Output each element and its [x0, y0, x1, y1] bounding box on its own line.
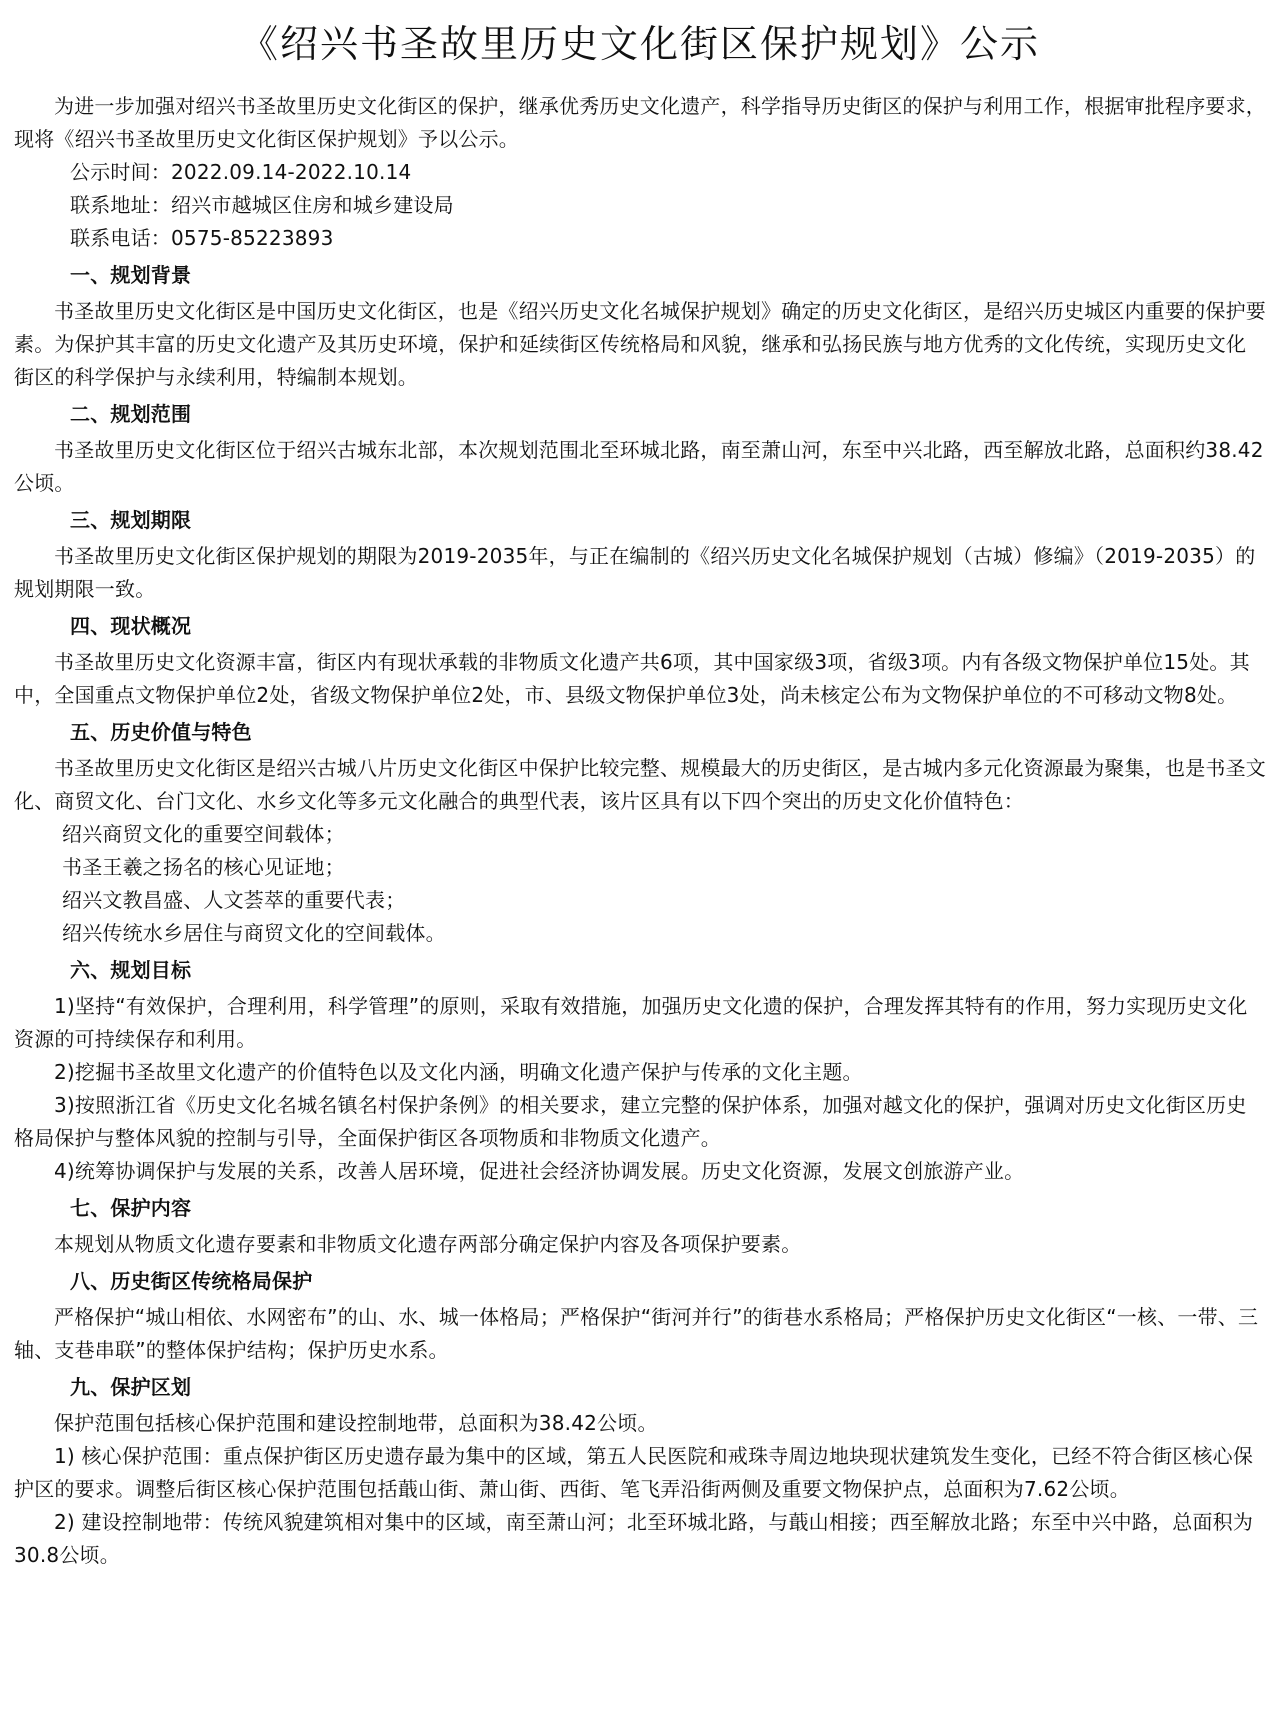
section-heading-background: 一、规划背景 — [70, 263, 192, 287]
section-heading-content: 七、保护内容 — [70, 1196, 192, 1220]
list-item: 绍兴文教昌盛、人文荟萃的重要代表； — [62, 888, 406, 912]
section-paragraph: 2) 建设控制地带：传统风貌建筑相对集中的区域，南至萧山河；北至环城北路，与蕺山相接；西至解放北路；东至中兴中路，总面积为30.8公顷。 — [14, 1510, 1254, 1567]
section-paragraph: 4)统筹协调保护与发展的关系，改善人居环境，促进社会经济协调发展。历史文化资源，发展文创旅游产业。 — [54, 1159, 1025, 1183]
notice-time: 公示时间：2022.09.14-2022.10.14 — [70, 160, 412, 184]
section-paragraph: 书圣故里历史文化街区保护规划的期限为2019-2035年，与正在编制的《绍兴历史文化名城保护规划（古城）修编》（2019-2035）的规划期限一致。 — [14, 544, 1256, 601]
section-paragraph: 书圣故里历史文化资源丰富，街区内有现状承载的非物质文化遗产共6项，其中国家级3项，省级3项。内有各级文物保护单位15处。其中，全国重点文物保护单位2处，省级文物保护单位2处，市、县级文物保护单位3处，尚未核定公布为文物保护单位的不可移动文物8处。 — [14, 650, 1250, 707]
section-heading-value: 五、历史价值与特色 — [70, 720, 252, 744]
list-item: 书圣王羲之扬名的核心见证地； — [62, 855, 345, 879]
section-paragraph: 1)坚持“有效保护，合理利用，科学管理”的原则，采取有效措施，加强历史文化遗的保护，合理发挥其特有的作用，努力实现历史文化资源的可持续保存和利用。 — [14, 994, 1248, 1051]
section-paragraph: 书圣故里历史文化街区是中国历史文化街区，也是《绍兴历史文化名城保护规划》确定的历史文化街区，是绍兴历史城区内重要的保护要素。为保护其丰富的历史文化遗产及其历史环境，保护和延续街区传统格局和风貌，继承和弘扬民族与地方优秀的文化传统，实现历史文化街区的科学保护与永续利用，特编制本规划。 — [14, 299, 1266, 389]
section-heading-period: 三、规划期限 — [70, 508, 192, 532]
section-paragraph: 2)挖掘书圣故里文化遗产的价值特色以及文化内涵，明确文化遗产保护与传承的文化主题。 — [54, 1060, 863, 1084]
section-paragraph: 3)按照浙江省《历史文化名城名镇名村保护条例》的相关要求，建立完整的保护体系，加强对越文化的保护，强调对历史文化街区历史格局保护与整体风貌的控制与引导，全面保护街区各项物质和非物质文化遗产。 — [14, 1093, 1247, 1150]
section-heading-pattern: 八、历史街区传统格局保护 — [70, 1269, 313, 1293]
document-title: 《绍兴书圣故里历史文化街区保护规划》公示 — [239, 22, 1040, 66]
intro-paragraph: 为进一步加强对绍兴书圣故里历史文化街区的保护，继承优秀历史文化遗产，科学指导历史街区的保护与利用工作，根据审批程序要求，现将《绍兴书圣故里历史文化街区保护规划》予以公示。 — [14, 94, 1266, 151]
section-paragraph: 1) 核心保护范围：重点保护街区历史遗存最为集中的区域，第五人民医院和戒珠寺周边地块现状建筑发生变化，已经不符合街区核心保护区的要求。调整后街区核心保护范围包括蕺山街、萧山街、西街、笔飞弄沿街两侧及重要文物保护点，总面积为7.62公顷。 — [14, 1444, 1254, 1501]
list-item: 绍兴商贸文化的重要空间载体； — [62, 822, 345, 846]
section-paragraph: 书圣故里历史文化街区是绍兴古城八片历史文化街区中保护比较完整、规模最大的历史街区，是古城内多元化资源最为聚集，也是书圣文化、商贸文化、台门文化、水乡文化等多元文化融合的典型代表，该片区具有以下四个突出的历史文化价值特色： — [14, 756, 1266, 813]
section-paragraph: 本规划从物质文化遗存要素和非物质文化遗存两部分确定保护内容及各项保护要素。 — [54, 1232, 802, 1256]
section-heading-zoning: 九、保护区划 — [70, 1375, 192, 1399]
section-heading-goals: 六、规划目标 — [70, 958, 192, 982]
section-heading-scope: 二、规划范围 — [70, 402, 192, 426]
list-item: 绍兴传统水乡居住与商贸文化的空间载体。 — [62, 921, 446, 945]
section-paragraph: 保护范围包括核心保护范围和建设控制地带，总面积为38.42公顷。 — [54, 1411, 658, 1435]
contact-phone: 联系电话：0575-85223893 — [70, 226, 334, 250]
section-paragraph: 严格保护“城山相依、水网密布”的山、水、城一体格局；严格保护“街河并行”的街巷水系格局；严格保护历史文化街区“一核、一带、三轴、支巷串联”的整体保护结构；保护历史水系。 — [14, 1305, 1259, 1362]
contact-address: 联系地址：绍兴市越城区住房和城乡建设局 — [70, 193, 454, 217]
section-paragraph: 书圣故里历史文化街区位于绍兴古城东北部，本次规划范围北至环城北路，南至萧山河，东至中兴北路，西至解放北路，总面积约38.42公顷。 — [14, 438, 1264, 495]
section-heading-status: 四、现状概况 — [70, 614, 192, 638]
